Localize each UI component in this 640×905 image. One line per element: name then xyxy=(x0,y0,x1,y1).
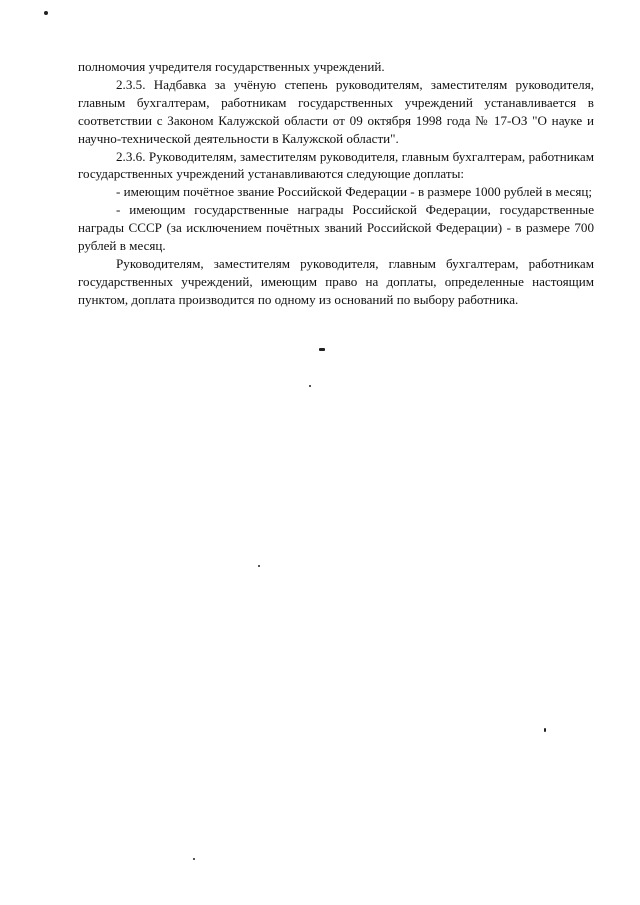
paragraph-single-basis: Руководителям, заместителям руководителя, главным бухгалтерам, работникам государственных учреждений, имеющим право на доплаты, определенные настоящим пунктом, доплата производится по одному из оснований по выбору работника. xyxy=(78,255,594,307)
scan-speck xyxy=(44,11,48,15)
scan-speck xyxy=(258,565,260,567)
paragraph-2-3-5: 2.3.5. Надбавка за учёную степень руководителям, заместителям руководителя, главным бухгалтерам, работникам государственных учреждений устанавливается в соответствии с Законом Калужской области от 09 октября 1998 года № 17-ОЗ "О науке и научно-технической деятельности в Калужской области". xyxy=(78,76,594,146)
scan-speck xyxy=(193,858,195,860)
document-body xyxy=(78,58,594,309)
scan-speck xyxy=(309,385,311,387)
scan-speck xyxy=(544,728,546,732)
list-item-honorary-title: - имеющим почётное звание Российской Федерации - в размере 1000 рублей в месяц; xyxy=(116,184,593,200)
list-item-state-awards: - имеющим государственные награды Российской Федерации, государственные награды СССР (за исключением почётных званий Российской Федерации) - в размере 700 рублей в месяц. xyxy=(78,202,594,254)
paragraph-continuation: полномочия учредителя государственных учреждений. xyxy=(78,59,385,74)
paragraph-2-3-6: 2.3.6. Руководителям, заместителям руководителя, главным бухгалтерам, работникам государственных учреждений устанавливаются следующие доплаты: xyxy=(78,148,594,182)
scan-speck xyxy=(319,348,325,351)
